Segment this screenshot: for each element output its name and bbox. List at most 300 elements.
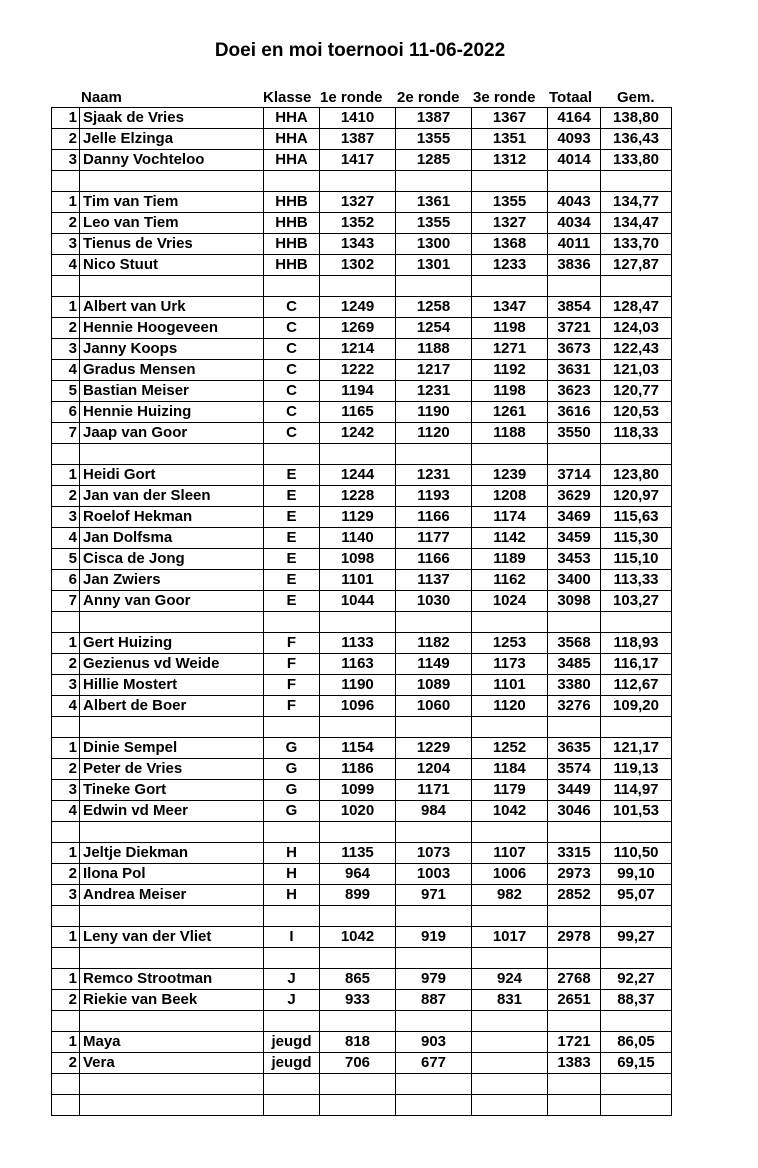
rank-cell: 5 <box>52 549 80 570</box>
rank-cell: 4 <box>52 360 80 381</box>
ronde2-cell: 1137 <box>396 570 472 591</box>
ronde2-cell: 1361 <box>396 192 472 213</box>
klasse-cell: G <box>264 801 320 822</box>
rank-cell: 6 <box>52 402 80 423</box>
ronde3-cell: 1252 <box>472 738 548 759</box>
header-3e-ronde: 3e ronde <box>473 89 536 106</box>
ronde1-cell: 1129 <box>320 507 396 528</box>
klasse-cell <box>264 612 320 633</box>
ronde2-cell: 1003 <box>396 864 472 885</box>
gem-cell: 133,80 <box>601 150 672 171</box>
ronde1-cell: 899 <box>320 885 396 906</box>
blank-row <box>52 717 672 738</box>
ronde1-cell: 1135 <box>320 843 396 864</box>
table-row <box>52 318 672 339</box>
rank-cell: 1 <box>52 1032 80 1053</box>
header-totaal: Totaal <box>549 89 593 106</box>
ronde3-cell <box>472 717 548 738</box>
header-1e-ronde: 1e ronde <box>320 89 383 106</box>
totaal-cell: 4034 <box>548 213 601 234</box>
ronde1-cell: 1194 <box>320 381 396 402</box>
gem-cell: 95,07 <box>601 885 672 906</box>
gem-cell: 99,10 <box>601 864 672 885</box>
ronde3-cell: 1120 <box>472 696 548 717</box>
totaal-cell <box>548 1011 601 1032</box>
gem-cell: 133,70 <box>601 234 672 255</box>
ronde3-cell: 1188 <box>472 423 548 444</box>
name-cell <box>80 1095 264 1116</box>
ronde1-cell: 1343 <box>320 234 396 255</box>
totaal-cell: 3469 <box>548 507 601 528</box>
rank-cell: 1 <box>52 633 80 654</box>
ronde2-cell: 1166 <box>396 507 472 528</box>
totaal-cell: 3616 <box>548 402 601 423</box>
blank-row <box>52 948 672 969</box>
klasse-cell: jeugd <box>264 1053 320 1074</box>
ronde1-cell <box>320 171 396 192</box>
ronde1-cell: 1269 <box>320 318 396 339</box>
ronde3-cell: 1162 <box>472 570 548 591</box>
table-row <box>52 423 672 444</box>
ronde1-cell: 1249 <box>320 297 396 318</box>
gem-cell <box>601 171 672 192</box>
name-cell <box>80 1074 264 1095</box>
klasse-cell: F <box>264 633 320 654</box>
ronde1-cell: 964 <box>320 864 396 885</box>
table-row <box>52 108 672 129</box>
name-cell <box>80 822 264 843</box>
gem-cell <box>601 1011 672 1032</box>
ronde1-cell: 1352 <box>320 213 396 234</box>
totaal-cell <box>548 276 601 297</box>
klasse-cell: E <box>264 507 320 528</box>
ronde3-cell <box>472 948 548 969</box>
klasse-cell: HHA <box>264 150 320 171</box>
name-cell: Gezienus vd Weide <box>80 654 264 675</box>
klasse-cell <box>264 1074 320 1095</box>
name-cell: Ilona Pol <box>80 864 264 885</box>
ronde1-cell: 1163 <box>320 654 396 675</box>
ronde3-cell: 1312 <box>472 150 548 171</box>
rank-cell: 2 <box>52 486 80 507</box>
table-row <box>52 507 672 528</box>
ronde3-cell: 1355 <box>472 192 548 213</box>
ronde1-cell: 706 <box>320 1053 396 1074</box>
ronde3-cell <box>472 1032 548 1053</box>
table-row <box>52 213 672 234</box>
table-row <box>52 339 672 360</box>
klasse-cell: F <box>264 675 320 696</box>
ronde2-cell <box>396 1074 472 1095</box>
totaal-cell <box>548 906 601 927</box>
klasse-cell: HHB <box>264 192 320 213</box>
name-cell: Tineke Gort <box>80 780 264 801</box>
table-row <box>52 150 672 171</box>
name-cell: Jan Zwiers <box>80 570 264 591</box>
rank-cell: 1 <box>52 192 80 213</box>
ronde1-cell <box>320 1011 396 1032</box>
table-row <box>52 549 672 570</box>
ronde2-cell <box>396 444 472 465</box>
totaal-cell: 3629 <box>548 486 601 507</box>
rank-cell: 5 <box>52 381 80 402</box>
table-row <box>52 675 672 696</box>
rank-cell: 3 <box>52 339 80 360</box>
totaal-cell <box>548 612 601 633</box>
ronde3-cell: 1327 <box>472 213 548 234</box>
klasse-cell <box>264 276 320 297</box>
gem-cell: 124,03 <box>601 318 672 339</box>
klasse-cell: E <box>264 465 320 486</box>
name-cell: Cisca de Jong <box>80 549 264 570</box>
table-row <box>52 780 672 801</box>
header-2e-ronde: 2e ronde <box>397 89 460 106</box>
name-cell: Hillie Mostert <box>80 675 264 696</box>
ronde1-cell <box>320 948 396 969</box>
ronde2-cell: 1149 <box>396 654 472 675</box>
klasse-cell <box>264 717 320 738</box>
gem-cell: 127,87 <box>601 255 672 276</box>
totaal-cell <box>548 444 601 465</box>
rank-cell: 3 <box>52 675 80 696</box>
klasse-cell: HHB <box>264 255 320 276</box>
ronde3-cell: 1042 <box>472 801 548 822</box>
rank-cell: 2 <box>52 990 80 1011</box>
ronde1-cell: 1133 <box>320 633 396 654</box>
totaal-cell: 3315 <box>548 843 601 864</box>
totaal-cell: 4011 <box>548 234 601 255</box>
ronde1-cell: 818 <box>320 1032 396 1053</box>
totaal-cell <box>548 717 601 738</box>
gem-cell <box>601 717 672 738</box>
table-row <box>52 255 672 276</box>
klasse-cell: J <box>264 990 320 1011</box>
table-row <box>52 864 672 885</box>
ronde3-cell: 831 <box>472 990 548 1011</box>
klasse-cell: E <box>264 570 320 591</box>
totaal-cell: 3453 <box>548 549 601 570</box>
totaal-cell <box>548 822 601 843</box>
ronde3-cell <box>472 906 548 927</box>
totaal-cell: 3449 <box>548 780 601 801</box>
klasse-cell <box>264 1095 320 1116</box>
ronde2-cell: 903 <box>396 1032 472 1053</box>
ronde1-cell: 933 <box>320 990 396 1011</box>
ronde2-cell: 1285 <box>396 150 472 171</box>
ronde1-cell <box>320 276 396 297</box>
ronde3-cell: 1198 <box>472 318 548 339</box>
totaal-cell: 3276 <box>548 696 601 717</box>
table-row <box>52 465 672 486</box>
rank-cell <box>52 948 80 969</box>
rank-cell: 1 <box>52 297 80 318</box>
totaal-cell: 3046 <box>548 801 601 822</box>
name-cell: Tienus de Vries <box>80 234 264 255</box>
ronde1-cell: 1214 <box>320 339 396 360</box>
rank-cell: 2 <box>52 213 80 234</box>
name-cell: Anny van Goor <box>80 591 264 612</box>
ronde3-cell: 1347 <box>472 297 548 318</box>
gem-cell <box>601 906 672 927</box>
name-cell: Jaap van Goor <box>80 423 264 444</box>
klasse-cell: HHA <box>264 108 320 129</box>
rank-cell: 7 <box>52 423 80 444</box>
ronde2-cell <box>396 1095 472 1116</box>
ronde1-cell <box>320 444 396 465</box>
ronde3-cell <box>472 1053 548 1074</box>
ronde2-cell: 1301 <box>396 255 472 276</box>
name-cell <box>80 717 264 738</box>
gem-cell: 128,47 <box>601 297 672 318</box>
ronde2-cell: 1060 <box>396 696 472 717</box>
ronde3-cell <box>472 1011 548 1032</box>
ronde1-cell: 1098 <box>320 549 396 570</box>
totaal-cell: 3721 <box>548 318 601 339</box>
rank-cell: 3 <box>52 150 80 171</box>
ronde1-cell: 1327 <box>320 192 396 213</box>
rank-cell: 6 <box>52 570 80 591</box>
ronde2-cell: 1177 <box>396 528 472 549</box>
ronde1-cell: 1244 <box>320 465 396 486</box>
blank-row <box>52 1095 672 1116</box>
ronde1-cell <box>320 1095 396 1116</box>
ronde1-cell: 1228 <box>320 486 396 507</box>
name-cell: Leo van Tiem <box>80 213 264 234</box>
ronde1-cell <box>320 906 396 927</box>
ronde2-cell: 1258 <box>396 297 472 318</box>
name-cell: Edwin vd Meer <box>80 801 264 822</box>
ronde1-cell: 1096 <box>320 696 396 717</box>
totaal-cell: 3631 <box>548 360 601 381</box>
totaal-cell: 2852 <box>548 885 601 906</box>
ronde1-cell: 1042 <box>320 927 396 948</box>
ronde3-cell: 1179 <box>472 780 548 801</box>
klasse-cell: H <box>264 843 320 864</box>
klasse-cell: HHB <box>264 213 320 234</box>
rank-cell <box>52 171 80 192</box>
ronde3-cell: 1271 <box>472 339 548 360</box>
ronde3-cell <box>472 444 548 465</box>
ronde2-cell <box>396 612 472 633</box>
name-cell: Andrea Meiser <box>80 885 264 906</box>
ronde3-cell: 982 <box>472 885 548 906</box>
klasse-cell <box>264 171 320 192</box>
klasse-cell: jeugd <box>264 1032 320 1053</box>
table-row <box>52 969 672 990</box>
name-cell: Albert de Boer <box>80 696 264 717</box>
ronde2-cell <box>396 276 472 297</box>
totaal-cell: 2973 <box>548 864 601 885</box>
name-cell: Janny Koops <box>80 339 264 360</box>
table-row <box>52 570 672 591</box>
table-row <box>52 129 672 150</box>
gem-cell: 134,47 <box>601 213 672 234</box>
klasse-cell: E <box>264 591 320 612</box>
gem-cell <box>601 276 672 297</box>
totaal-cell: 3568 <box>548 633 601 654</box>
ronde1-cell: 1140 <box>320 528 396 549</box>
totaal-cell: 1721 <box>548 1032 601 1053</box>
gem-cell <box>601 1074 672 1095</box>
totaal-cell: 4043 <box>548 192 601 213</box>
name-cell: Danny Vochteloo <box>80 150 264 171</box>
totaal-cell: 3673 <box>548 339 601 360</box>
ronde3-cell: 1253 <box>472 633 548 654</box>
gem-cell: 69,15 <box>601 1053 672 1074</box>
gem-cell: 121,17 <box>601 738 672 759</box>
rank-cell <box>52 717 80 738</box>
ronde3-cell: 1351 <box>472 129 548 150</box>
name-cell: Hennie Hoogeveen <box>80 318 264 339</box>
ronde3-cell: 1368 <box>472 234 548 255</box>
table-row <box>52 402 672 423</box>
name-cell: Jelle Elzinga <box>80 129 264 150</box>
name-cell: Leny van der Vliet <box>80 927 264 948</box>
gem-cell <box>601 822 672 843</box>
gem-cell: 120,77 <box>601 381 672 402</box>
name-cell: Sjaak de Vries <box>80 108 264 129</box>
ronde3-cell: 1006 <box>472 864 548 885</box>
ronde3-cell: 1239 <box>472 465 548 486</box>
klasse-cell: I <box>264 927 320 948</box>
klasse-cell <box>264 948 320 969</box>
ronde3-cell: 1024 <box>472 591 548 612</box>
klasse-cell: F <box>264 696 320 717</box>
name-cell: Albert van Urk <box>80 297 264 318</box>
totaal-cell: 3623 <box>548 381 601 402</box>
gem-cell: 115,63 <box>601 507 672 528</box>
rank-cell: 1 <box>52 927 80 948</box>
table-row <box>52 738 672 759</box>
ronde1-cell: 865 <box>320 969 396 990</box>
blank-row <box>52 906 672 927</box>
ronde2-cell: 1182 <box>396 633 472 654</box>
totaal-cell: 3550 <box>548 423 601 444</box>
totaal-cell: 4014 <box>548 150 601 171</box>
totaal-cell <box>548 1095 601 1116</box>
ronde2-cell: 1217 <box>396 360 472 381</box>
rank-cell <box>52 1095 80 1116</box>
ronde2-cell <box>396 822 472 843</box>
ronde3-cell: 1367 <box>472 108 548 129</box>
rank-cell: 2 <box>52 1053 80 1074</box>
ronde3-cell <box>472 612 548 633</box>
name-cell: Gert Huizing <box>80 633 264 654</box>
name-cell: Dinie Sempel <box>80 738 264 759</box>
ronde1-cell: 1186 <box>320 759 396 780</box>
gem-cell: 115,10 <box>601 549 672 570</box>
gem-cell <box>601 948 672 969</box>
rank-cell: 2 <box>52 129 80 150</box>
blank-row <box>52 171 672 192</box>
table-row <box>52 759 672 780</box>
ronde2-cell: 1355 <box>396 129 472 150</box>
rank-cell: 2 <box>52 864 80 885</box>
header-naam: Naam <box>81 89 122 106</box>
rank-cell: 3 <box>52 234 80 255</box>
ronde3-cell: 1017 <box>472 927 548 948</box>
ronde2-cell: 1355 <box>396 213 472 234</box>
ronde1-cell: 1302 <box>320 255 396 276</box>
rank-cell <box>52 906 80 927</box>
ronde1-cell: 1044 <box>320 591 396 612</box>
table-row <box>52 297 672 318</box>
klasse-cell: H <box>264 864 320 885</box>
table-row <box>52 381 672 402</box>
ronde1-cell: 1242 <box>320 423 396 444</box>
totaal-cell: 1383 <box>548 1053 601 1074</box>
name-cell: Peter de Vries <box>80 759 264 780</box>
ronde2-cell: 1190 <box>396 402 472 423</box>
ronde2-cell <box>396 906 472 927</box>
name-cell: Heidi Gort <box>80 465 264 486</box>
name-cell <box>80 612 264 633</box>
gem-cell: 113,33 <box>601 570 672 591</box>
ronde3-cell: 1233 <box>472 255 548 276</box>
ronde2-cell: 1188 <box>396 339 472 360</box>
header-gem: Gem. <box>617 89 655 106</box>
blank-row <box>52 276 672 297</box>
name-cell <box>80 276 264 297</box>
table-row <box>52 843 672 864</box>
totaal-cell: 3380 <box>548 675 601 696</box>
gem-cell: 109,20 <box>601 696 672 717</box>
klasse-cell: HHA <box>264 129 320 150</box>
rank-cell: 4 <box>52 528 80 549</box>
table-row <box>52 591 672 612</box>
klasse-cell: C <box>264 423 320 444</box>
klasse-cell: F <box>264 654 320 675</box>
ronde3-cell <box>472 822 548 843</box>
ronde3-cell: 1208 <box>472 486 548 507</box>
name-cell: Nico Stuut <box>80 255 264 276</box>
results-table <box>51 107 672 1116</box>
gem-cell: 136,43 <box>601 129 672 150</box>
ronde3-cell <box>472 1095 548 1116</box>
ronde1-cell: 1410 <box>320 108 396 129</box>
ronde2-cell <box>396 717 472 738</box>
klasse-cell: C <box>264 381 320 402</box>
rank-cell: 1 <box>52 843 80 864</box>
name-cell: Jeltje Diekman <box>80 843 264 864</box>
klasse-cell <box>264 906 320 927</box>
klasse-cell: E <box>264 549 320 570</box>
table-row <box>52 696 672 717</box>
rank-cell <box>52 276 80 297</box>
ronde2-cell: 1300 <box>396 234 472 255</box>
ronde2-cell: 1254 <box>396 318 472 339</box>
gem-cell: 120,97 <box>601 486 672 507</box>
table-row <box>52 1032 672 1053</box>
table-row <box>52 654 672 675</box>
blank-row <box>52 444 672 465</box>
klasse-cell: G <box>264 780 320 801</box>
ronde1-cell: 1417 <box>320 150 396 171</box>
ronde3-cell: 1174 <box>472 507 548 528</box>
ronde3-cell: 1107 <box>472 843 548 864</box>
gem-cell: 115,30 <box>601 528 672 549</box>
ronde2-cell <box>396 171 472 192</box>
gem-cell: 121,03 <box>601 360 672 381</box>
ronde3-cell <box>472 171 548 192</box>
ronde2-cell: 1073 <box>396 843 472 864</box>
ronde2-cell: 1089 <box>396 675 472 696</box>
ronde1-cell: 1154 <box>320 738 396 759</box>
ronde2-cell: 971 <box>396 885 472 906</box>
name-cell <box>80 444 264 465</box>
klasse-cell: H <box>264 885 320 906</box>
gem-cell <box>601 1095 672 1116</box>
